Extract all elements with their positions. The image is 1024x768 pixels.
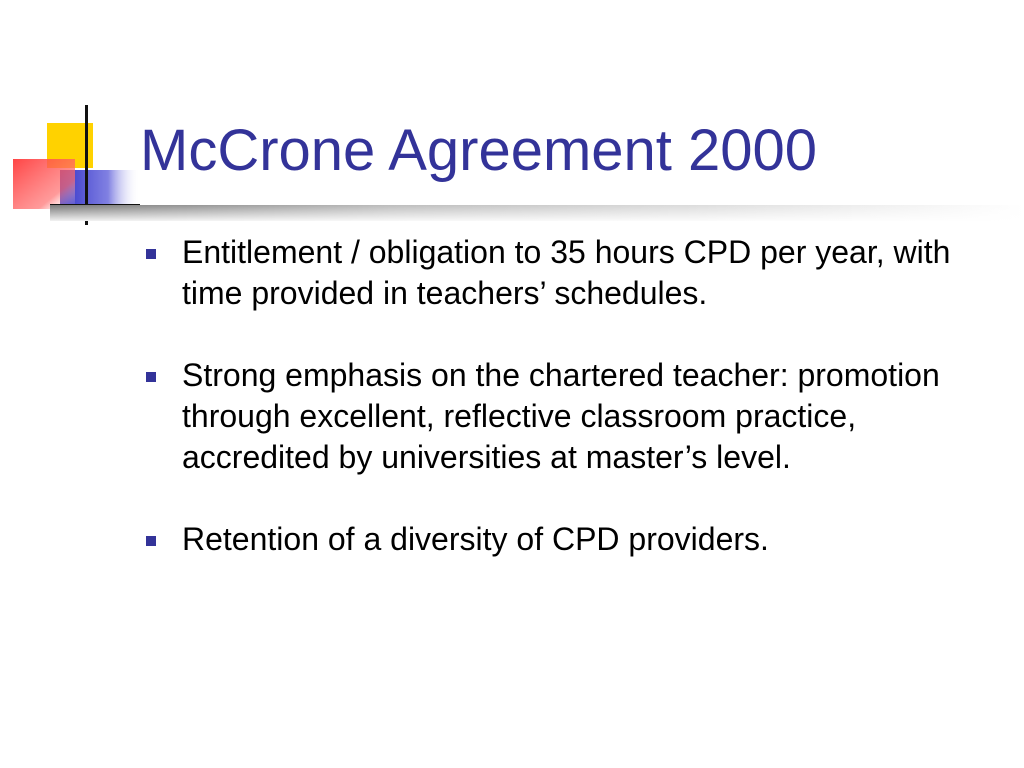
square-bullet-icon bbox=[146, 536, 156, 546]
bullet-list bbox=[144, 232, 1004, 560]
logo-red-block bbox=[13, 159, 75, 209]
bullet-item bbox=[144, 355, 1004, 478]
bullet-item bbox=[144, 519, 1004, 560]
slide-title: McCrone Agreement 2000 bbox=[140, 118, 818, 183]
bullet-item bbox=[144, 232, 1004, 314]
square-bullet-icon bbox=[146, 372, 156, 382]
title-underline-rule bbox=[50, 203, 1024, 223]
bullet-text: Retention of a diversity of CPD providers. bbox=[182, 521, 769, 557]
square-bullet-icon bbox=[146, 249, 156, 259]
bullet-text: Strong emphasis on the chartered teacher: promotion through excellent, reflective classroom practice, accredited by universities at master’s level. bbox=[182, 357, 940, 475]
bullet-text: Entitlement / obligation to 35 hours CPD per year, with time provided in teachers’ schedules. bbox=[182, 234, 951, 311]
